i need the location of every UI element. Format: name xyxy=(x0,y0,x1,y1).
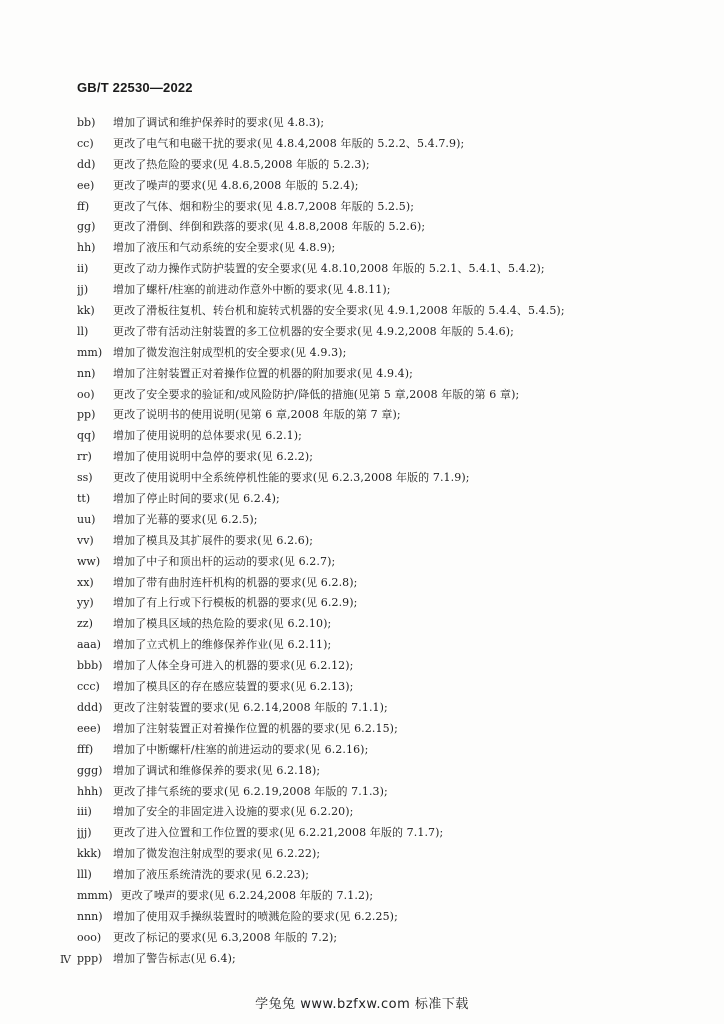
list-item xyxy=(77,364,697,385)
list-item xyxy=(77,573,697,594)
list-item xyxy=(77,468,697,489)
list-item-text: 增加了带有曲肘连杆机构的机器的要求(见 6.2.8); xyxy=(113,575,358,589)
list-item-text: 更改了热危险的要求(见 4.8.5,2008 年版的 5.2.3); xyxy=(113,157,370,171)
list-item-label: fff) xyxy=(77,742,94,756)
list-item-label: ccc) xyxy=(77,680,100,694)
list-item xyxy=(77,552,697,573)
list-item xyxy=(77,656,697,677)
list-item-text: 更改了噪声的要求(见 4.8.6,2008 年版的 5.2.4); xyxy=(113,178,359,192)
list-item-text: 增加了警告标志(见 6.4); xyxy=(113,951,236,965)
list-item-text: 更改了使用说明中全系统停机性能的要求(见 6.2.3,2008 年版的 7.1.9); xyxy=(113,471,470,485)
list-item-label: ww) xyxy=(77,554,101,568)
list-item xyxy=(77,802,697,823)
list-item xyxy=(77,614,697,635)
list-item-label: ooo) xyxy=(77,930,102,944)
list-item-text: 增加了光幕的要求(见 6.2.5); xyxy=(113,512,258,526)
list-item-label: ppp) xyxy=(77,951,103,965)
list-item xyxy=(77,740,697,761)
list-item-label: zz) xyxy=(77,617,93,631)
list-item-text: 更改了电气和电磁干扰的要求(见 4.8.4,2008 年版的 5.2.2、5.4.7.9); xyxy=(113,136,465,150)
list-item-text: 更改了注射装置的要求(见 6.2.14,2008 年版的 7.1.1); xyxy=(113,700,388,714)
list-item-label: iii) xyxy=(77,805,92,819)
list-item-label: bb) xyxy=(77,116,96,129)
list-item-label: lll) xyxy=(77,868,92,882)
list-item-text: 更改了说明书的使用说明(见第 6 章,2008 年版的第 7 章); xyxy=(113,408,401,422)
list-item-label: qq) xyxy=(77,429,96,443)
list-item-text: 增加了调试和维修保养的要求(见 6.2.18); xyxy=(113,763,321,777)
list-item-text: 增加了使用双手操纵装置时的喷溅危险的要求(见 6.2.25); xyxy=(113,909,398,923)
list-item-text: 增加了调试和维护保养时的要求(见 4.8.3); xyxy=(113,116,325,129)
list-item-label: mmm) xyxy=(77,888,113,902)
change-list xyxy=(77,113,697,970)
list-item xyxy=(77,886,697,907)
list-item-label: kkk) xyxy=(77,847,102,861)
list-item-text: 更改了气体、烟和粉尘的要求(见 4.8.7,2008 年版的 5.2.5); xyxy=(113,199,415,213)
list-item xyxy=(77,322,697,343)
list-item-label: dd) xyxy=(77,157,96,171)
list-item-text: 更改了安全要求的验证和/或风险防护/降低的措施(见第 5 章,2008 年版的第 6 章); xyxy=(113,387,520,401)
list-item-label: vv) xyxy=(77,533,94,547)
list-item-label: gg) xyxy=(77,220,96,234)
list-item-text: 更改了滑倒、绊倒和跌落的要求(见 4.8.8,2008 年版的 5.2.6); xyxy=(113,220,426,234)
standard-code-header: GB/T 22530—2022 xyxy=(77,80,193,95)
list-item-label: eee) xyxy=(77,721,101,735)
list-item xyxy=(77,155,697,176)
list-item-text: 增加了使用说明中急停的要求(见 6.2.2); xyxy=(113,450,314,464)
list-item xyxy=(77,907,697,928)
list-item-text: 更改了排气系统的要求(见 6.2.19,2008 年版的 7.1.3); xyxy=(113,784,388,798)
list-item-text: 增加了模具及其扩展件的要求(见 6.2.6); xyxy=(113,533,314,547)
list-item xyxy=(77,510,697,531)
list-item-text: 增加了螺杆/柱塞的前进动作意外中断的要求(见 4.8.11); xyxy=(113,283,391,297)
page-number: Ⅳ xyxy=(60,954,71,966)
list-item xyxy=(77,949,697,970)
list-item-label: kk) xyxy=(77,304,95,318)
list-item xyxy=(77,343,697,364)
list-item-text: 更改了动力操作式防护装置的安全要求(见 4.8.10,2008 年版的 5.2.1、5.4.1、5.4.2); xyxy=(113,262,545,276)
list-item-text: 更改了标记的要求(见 6.3,2008 年版的 7.2); xyxy=(113,930,338,944)
list-item-text: 增加了中断螺杆/柱塞的前进运动的要求(见 6.2.16); xyxy=(113,742,369,756)
list-item-text: 更改了带有活动注射装置的多工位机器的安全要求(见 4.9.2,2008 年版的 5.4.6); xyxy=(113,324,514,338)
list-item-label: ggg) xyxy=(77,763,103,777)
list-item xyxy=(77,134,697,155)
list-item-text: 增加了微发泡注射成型机的安全要求(见 4.9.3); xyxy=(113,345,347,359)
list-item xyxy=(77,865,697,886)
list-item xyxy=(77,761,697,782)
list-item-label: jjj) xyxy=(77,826,92,840)
list-item xyxy=(77,677,697,698)
list-item-label: nn) xyxy=(77,366,96,380)
list-item-text: 增加了模具区域的热危险的要求(见 6.2.10); xyxy=(113,617,332,631)
list-item-text: 增加了注射装置正对着操作位置的机器的要求(见 6.2.15); xyxy=(113,721,398,735)
list-item-text: 更改了噪声的要求(见 6.2.24,2008 年版的 7.1.2); xyxy=(120,888,374,902)
list-item-label: pp) xyxy=(77,408,96,422)
list-item-label: oo) xyxy=(77,387,95,401)
list-item-label: ii) xyxy=(77,262,89,276)
list-item-text: 增加了中子和顶出杆的运动的要求(见 6.2.7); xyxy=(113,554,336,568)
list-item-label: ddd) xyxy=(77,700,103,714)
list-item-text: 增加了使用说明的总体要求(见 6.2.1); xyxy=(113,429,302,443)
list-item xyxy=(77,259,697,280)
list-item xyxy=(77,217,697,238)
list-item xyxy=(77,176,697,197)
list-item-label: uu) xyxy=(77,512,96,526)
list-item xyxy=(77,426,697,447)
list-item xyxy=(77,489,697,510)
list-item-text: 增加了人体全身可进入的机器的要求(见 6.2.12); xyxy=(113,659,354,673)
list-item-label: jj) xyxy=(77,283,89,297)
list-item-label: ff) xyxy=(77,199,90,213)
list-item-text: 增加了微发泡注射成型的要求(见 6.2.22); xyxy=(113,847,321,861)
list-item-label: yy) xyxy=(77,596,94,610)
list-item-text: 增加了安全的非固定进入设施的要求(见 6.2.20); xyxy=(113,805,354,819)
list-item-text: 更改了进入位置和工作位置的要求(见 6.2.21,2008 年版的 7.1.7); xyxy=(113,826,444,840)
list-item-label: aaa) xyxy=(77,638,101,652)
list-item-text: 增加了液压和气动系统的安全要求(见 4.8.9); xyxy=(113,241,336,255)
list-item-text: 更改了滑板往复机、转台机和旋转式机器的安全要求(见 4.9.1,2008 年版的 5.4.4、5.4.5); xyxy=(113,304,565,318)
list-item xyxy=(77,719,697,740)
list-item-text: 增加了注射装置正对着操作位置的机器的附加要求(见 4.9.4); xyxy=(113,366,413,380)
list-item xyxy=(77,782,697,803)
list-item-label: ss) xyxy=(77,471,93,485)
list-item xyxy=(77,280,697,301)
list-item xyxy=(77,447,697,468)
list-item xyxy=(77,238,697,259)
list-item-label: ee) xyxy=(77,178,95,192)
list-item xyxy=(77,531,697,552)
list-item-label: mm) xyxy=(77,345,103,359)
list-item-label: hh) xyxy=(77,241,96,255)
list-item-label: rr) xyxy=(77,450,92,464)
list-item xyxy=(77,301,697,322)
site-watermark: 学兔兔 www.bzfxw.com 标准下载 xyxy=(255,997,469,1012)
list-item-label: xx) xyxy=(77,575,94,589)
list-item-label: hhh) xyxy=(77,784,103,798)
list-item-text: 增加了有上行或下行模板的机器的要求(见 6.2.9); xyxy=(113,596,358,610)
list-item-text: 增加了立式机上的维修保养作业(见 6.2.11); xyxy=(113,638,332,652)
list-item xyxy=(77,113,697,134)
list-item xyxy=(77,593,697,614)
list-item-label: ll) xyxy=(77,324,89,338)
list-item-text: 增加了模具区的存在感应装置的要求(见 6.2.13); xyxy=(113,680,354,694)
list-item xyxy=(77,823,697,844)
list-item-label: cc) xyxy=(77,136,94,150)
list-item-text: 增加了液压系统清洗的要求(见 6.2.23); xyxy=(113,868,310,882)
list-item xyxy=(77,635,697,656)
list-item-text: 增加了停止时间的要求(见 6.2.4); xyxy=(113,492,280,506)
list-item-label: bbb) xyxy=(77,659,103,673)
list-item xyxy=(77,844,697,865)
list-item-label: tt) xyxy=(77,492,91,506)
list-item xyxy=(77,405,697,426)
list-item-label: nnn) xyxy=(77,909,103,923)
list-item xyxy=(77,928,697,949)
list-item xyxy=(77,698,697,719)
list-item xyxy=(77,197,697,218)
list-item xyxy=(77,385,697,406)
